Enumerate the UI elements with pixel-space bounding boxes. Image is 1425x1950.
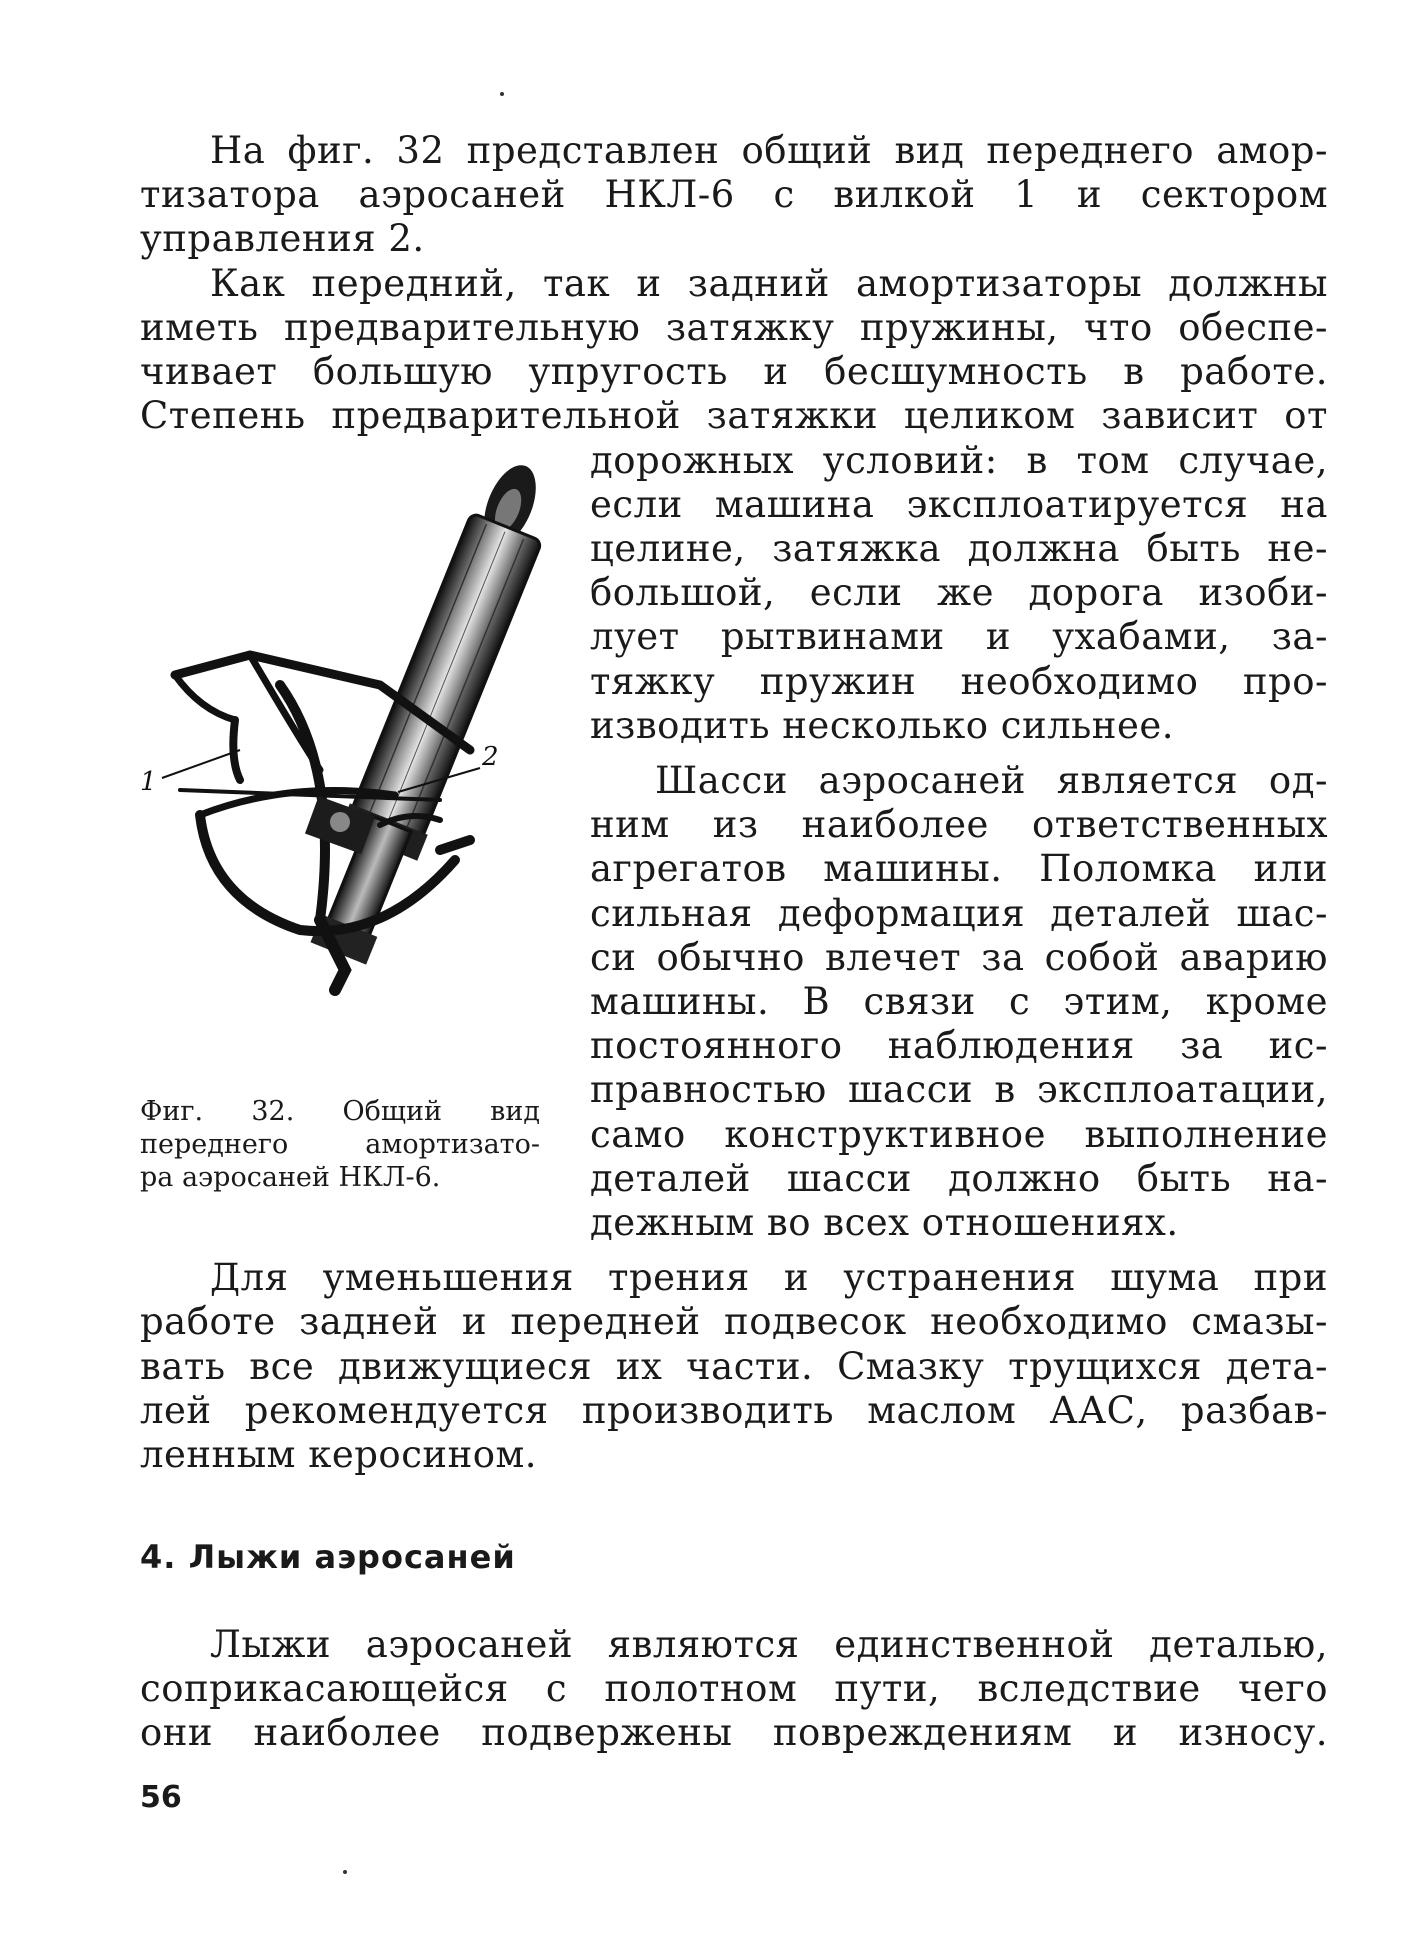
p1-line-1: На фиг. 32 представлен общий вид переднего амор- bbox=[210, 129, 1328, 172]
p2-line-2: иметь предварительную затяжку пружины, что обеспе- bbox=[140, 306, 1328, 349]
p5-line-1: Лыжи аэросаней являются единственной деталью, bbox=[210, 1623, 1328, 1666]
p3-line-4: сильная деформация деталей шас- bbox=[590, 892, 1328, 935]
p4-line-2: работе задней и передней подвесок необходимо смазы- bbox=[140, 1300, 1328, 1343]
p2-line-9: лует рытвинами и ухабами, за- bbox=[590, 615, 1328, 658]
p3-line-8: правностью шасси в эксплоатации, bbox=[590, 1068, 1328, 1111]
p4-line-5: ленным керосином. bbox=[140, 1433, 538, 1476]
p2-line-6: если машина эксплоатируется на bbox=[590, 483, 1328, 526]
p2-line-4: Степень предварительной затяжки целиком зависит от bbox=[140, 394, 1328, 437]
p3-line-7: постоянного наблюдения за ис- bbox=[590, 1024, 1328, 1067]
figure-caption-line-3: ра аэросаней НКЛ-6. bbox=[140, 1162, 441, 1193]
p3-line-1: Шасси аэросаней является од- bbox=[655, 759, 1328, 802]
p2-line-10: тяжку пружин необходимо про- bbox=[590, 660, 1328, 703]
figure-caption-line-1: Фиг. 32. Общий вид bbox=[140, 1096, 540, 1127]
figure-caption-line-2: переднего амортизато- bbox=[140, 1129, 540, 1160]
p2-line-11: изводить несколько сильнее. bbox=[590, 704, 1175, 747]
shock-absorber-figure bbox=[140, 450, 560, 1100]
p5-line-2: соприкасающейся с полотном пути, вследствие чего bbox=[140, 1667, 1328, 1710]
page-number: 56 bbox=[140, 1780, 182, 1815]
p2-line-1: Как передний, так и задний амортизаторы должны bbox=[210, 262, 1328, 305]
figure-label-2: 2 bbox=[482, 742, 499, 772]
p3-line-11: дежным во всех отношениях. bbox=[590, 1201, 1179, 1244]
scan-speck bbox=[343, 1870, 347, 1874]
scan-speck bbox=[500, 92, 504, 96]
p3-line-9: само конструктивное выполнение bbox=[590, 1113, 1328, 1156]
p2-line-3: чивает большую упругость и бесшумность в работе. bbox=[140, 350, 1328, 393]
p2-line-7: целине, затяжка должна быть не- bbox=[590, 527, 1328, 570]
p2-line-5: дорожных условий: в том случае, bbox=[590, 439, 1328, 482]
p5-line-3: они наиболее подвержены повреждениям и износу. bbox=[140, 1711, 1328, 1754]
p3-line-5: си обычно влечет за собой аварию bbox=[590, 936, 1328, 979]
p4-line-3: вать все движущиеся их части. Смазку трущихся дета- bbox=[140, 1345, 1328, 1388]
p4-line-1: Для уменьшения трения и устранения шума при bbox=[210, 1256, 1328, 1299]
p1-line-3: управления 2. bbox=[140, 217, 425, 260]
p3-line-10: деталей шасси должно быть на- bbox=[590, 1157, 1328, 1200]
p3-line-2: ним из наиболее ответственных bbox=[590, 803, 1328, 846]
section-heading: 4. Лыжи аэросаней bbox=[140, 1538, 516, 1576]
p2-line-8: большой, если же дорога изоби- bbox=[590, 571, 1328, 614]
p3-line-6: машины. В связи с этим, кроме bbox=[590, 980, 1328, 1023]
p4-line-4: лей рекомендуется производить маслом ААС, разбав- bbox=[140, 1389, 1328, 1432]
figure-label-1: 1 bbox=[140, 767, 157, 797]
p1-line-2: тизатора аэросаней НКЛ-6 с вилкой 1 и сектором bbox=[140, 173, 1328, 216]
p3-line-3: агрегатов машины. Поломка или bbox=[590, 847, 1328, 890]
